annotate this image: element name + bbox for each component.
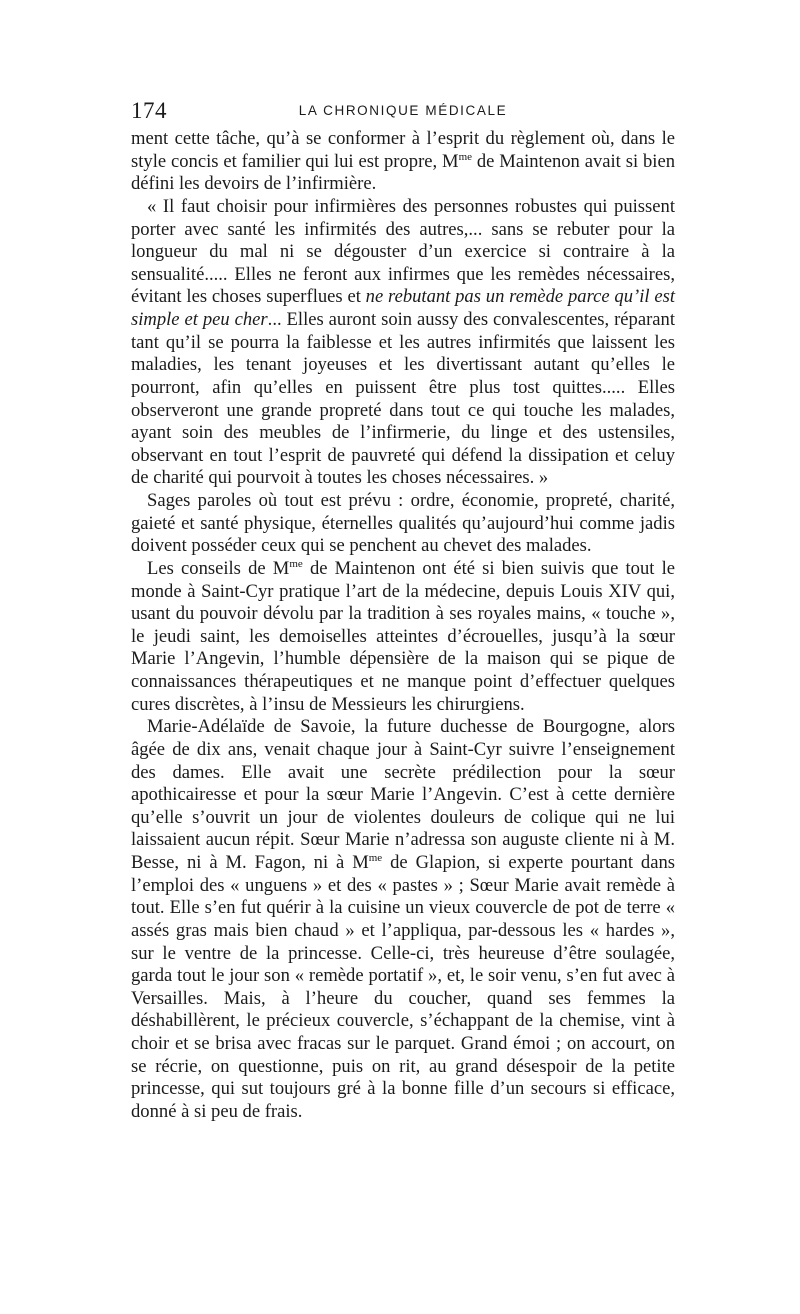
superscript-me: me bbox=[458, 150, 473, 163]
paragraph-2-quotation bbox=[131, 196, 675, 490]
paragraph-text: Les conseils de M bbox=[147, 557, 290, 579]
paragraph-3 bbox=[131, 490, 675, 558]
paragraph-text: ... Elles auront soin aussy des convalescentes, réparant tant qu’il se pourra la faiblesse et les autres infirmités que laissent les maladies, les tenant joyeuses et les divertissant autant qu’elles le pourront, afin qu’elles en puissent être plus tost quittes..... Elles observeront une grande propreté dans tout ce qui touche les malades, ayant soin des meubles de l’infirmerie, du linge et des ustensiles, observant en tout l’esprit de pauvreté qui défend la dissipation et celuy de charité qui pourvoit à toutes les choses nécessaires. » bbox=[131, 309, 676, 489]
paragraph-5 bbox=[131, 716, 675, 1123]
paragraph-text: de Glapion, si experte pourtant dans l’emploi des « unguens » et des « pastes » ; Sœur Marie avait remède à tout. Elle s’en fut quérir à la cuisine un vieux couvercle de pot de terre « assés gras mais bien chaud » et l’appliqua, par-dessous les « hardes », sur le ventre de la princesse. Celle-ci, très heureuse d’être soulagée, garda tout le jour son « remède portatif », et, le soir venu, s’en fut avec à Versailles. Mais, à l’heure du coucher, quand ses femmes la déshabillèrent, le précieux couvercle, s’échappant de la chemise, vint à choir et se brisa avec fracas sur le parquet. Grand émoi ; on accourt, on se récrie, on questionne, puis on rit, au grand désespoir de la petite princesse, qui sut toujours gré à la bonne fille d’un secours si efficace, donné à si peu de frais. bbox=[131, 852, 675, 1122]
page-number: 174 bbox=[131, 98, 167, 123]
paragraph-text: « Il faut choisir pour infirmières des personnes robustes qui puissent porter avec santé les infirmités des autres,... sans se rebuter pour la longueur du mal ni se dégouster d’un exercice si contraire à la sensualité..... Elles ne feront aux infirmes que les remèdes nécessaires, évitant les choses superflues et bbox=[131, 195, 675, 308]
superscript-me: me bbox=[289, 557, 303, 570]
italic-phrase: ne rebutant pas un remède parce qu’il est simple et peu cher bbox=[131, 286, 676, 330]
running-title: LA CHRONIQUE MÉDICALE bbox=[298, 103, 508, 118]
paragraph-text: de Maintenon ont été si bien suivis que tout le monde à Saint-Cyr pratique l’art de la médecine, depuis Louis XIV qui, usant du pouvoir dévolu par la tradition à ses royales mains, « touche », le jeudi saint, les demoiselles atteintes d’écrouelles, jusqu’à la sœur Marie l’Angevin, l’humble dépensière de la maison qui se pique de connaissances thérapeutiques et ne manque point d’effectuer quelques cures discrètes, à l’insu de Messieurs les chirurgiens. bbox=[131, 557, 676, 715]
paragraph-4 bbox=[131, 558, 675, 716]
superscript-me: me bbox=[368, 852, 383, 864]
page-header bbox=[131, 98, 675, 126]
paragraph-text: de Maintenon avait si bien défini les devoirs de l’infirmière. bbox=[131, 150, 675, 195]
paragraph-text: ment cette tâche, qu’à se conformer à l’esprit du règlement où, dans le style concis et familier qui lui est propre, M bbox=[131, 128, 675, 172]
paragraph-text: Marie-Adélaïde de Savoie, la future duchesse de Bourgogne, alors âgée de dix ans, venait chaque jour à Saint-Cyr suivre l’enseignement des dames. Elle avait une secrète prédilection pour la sœur apothicairesse et pour la sœur Marie l’Angevin. C’est à cette dernière qu’elle s’ouvrit un jour de violentes douleurs de colique qui ne lui laissaient aucun répit. Sœur Marie n’adressa son auguste cliente ni à M. Besse, ni à M. Fagon, ni à M bbox=[131, 716, 675, 873]
paragraph-1 bbox=[131, 128, 675, 196]
paragraph-text: Sages paroles où tout est prévu : ordre, économie, propreté, charité, gaieté et santé physique, éternelles qualités qu’aujourd’hui comme jadis doivent posséder ceux qui se penchent au chevet des malades. bbox=[131, 490, 675, 557]
body-text bbox=[131, 128, 675, 1124]
